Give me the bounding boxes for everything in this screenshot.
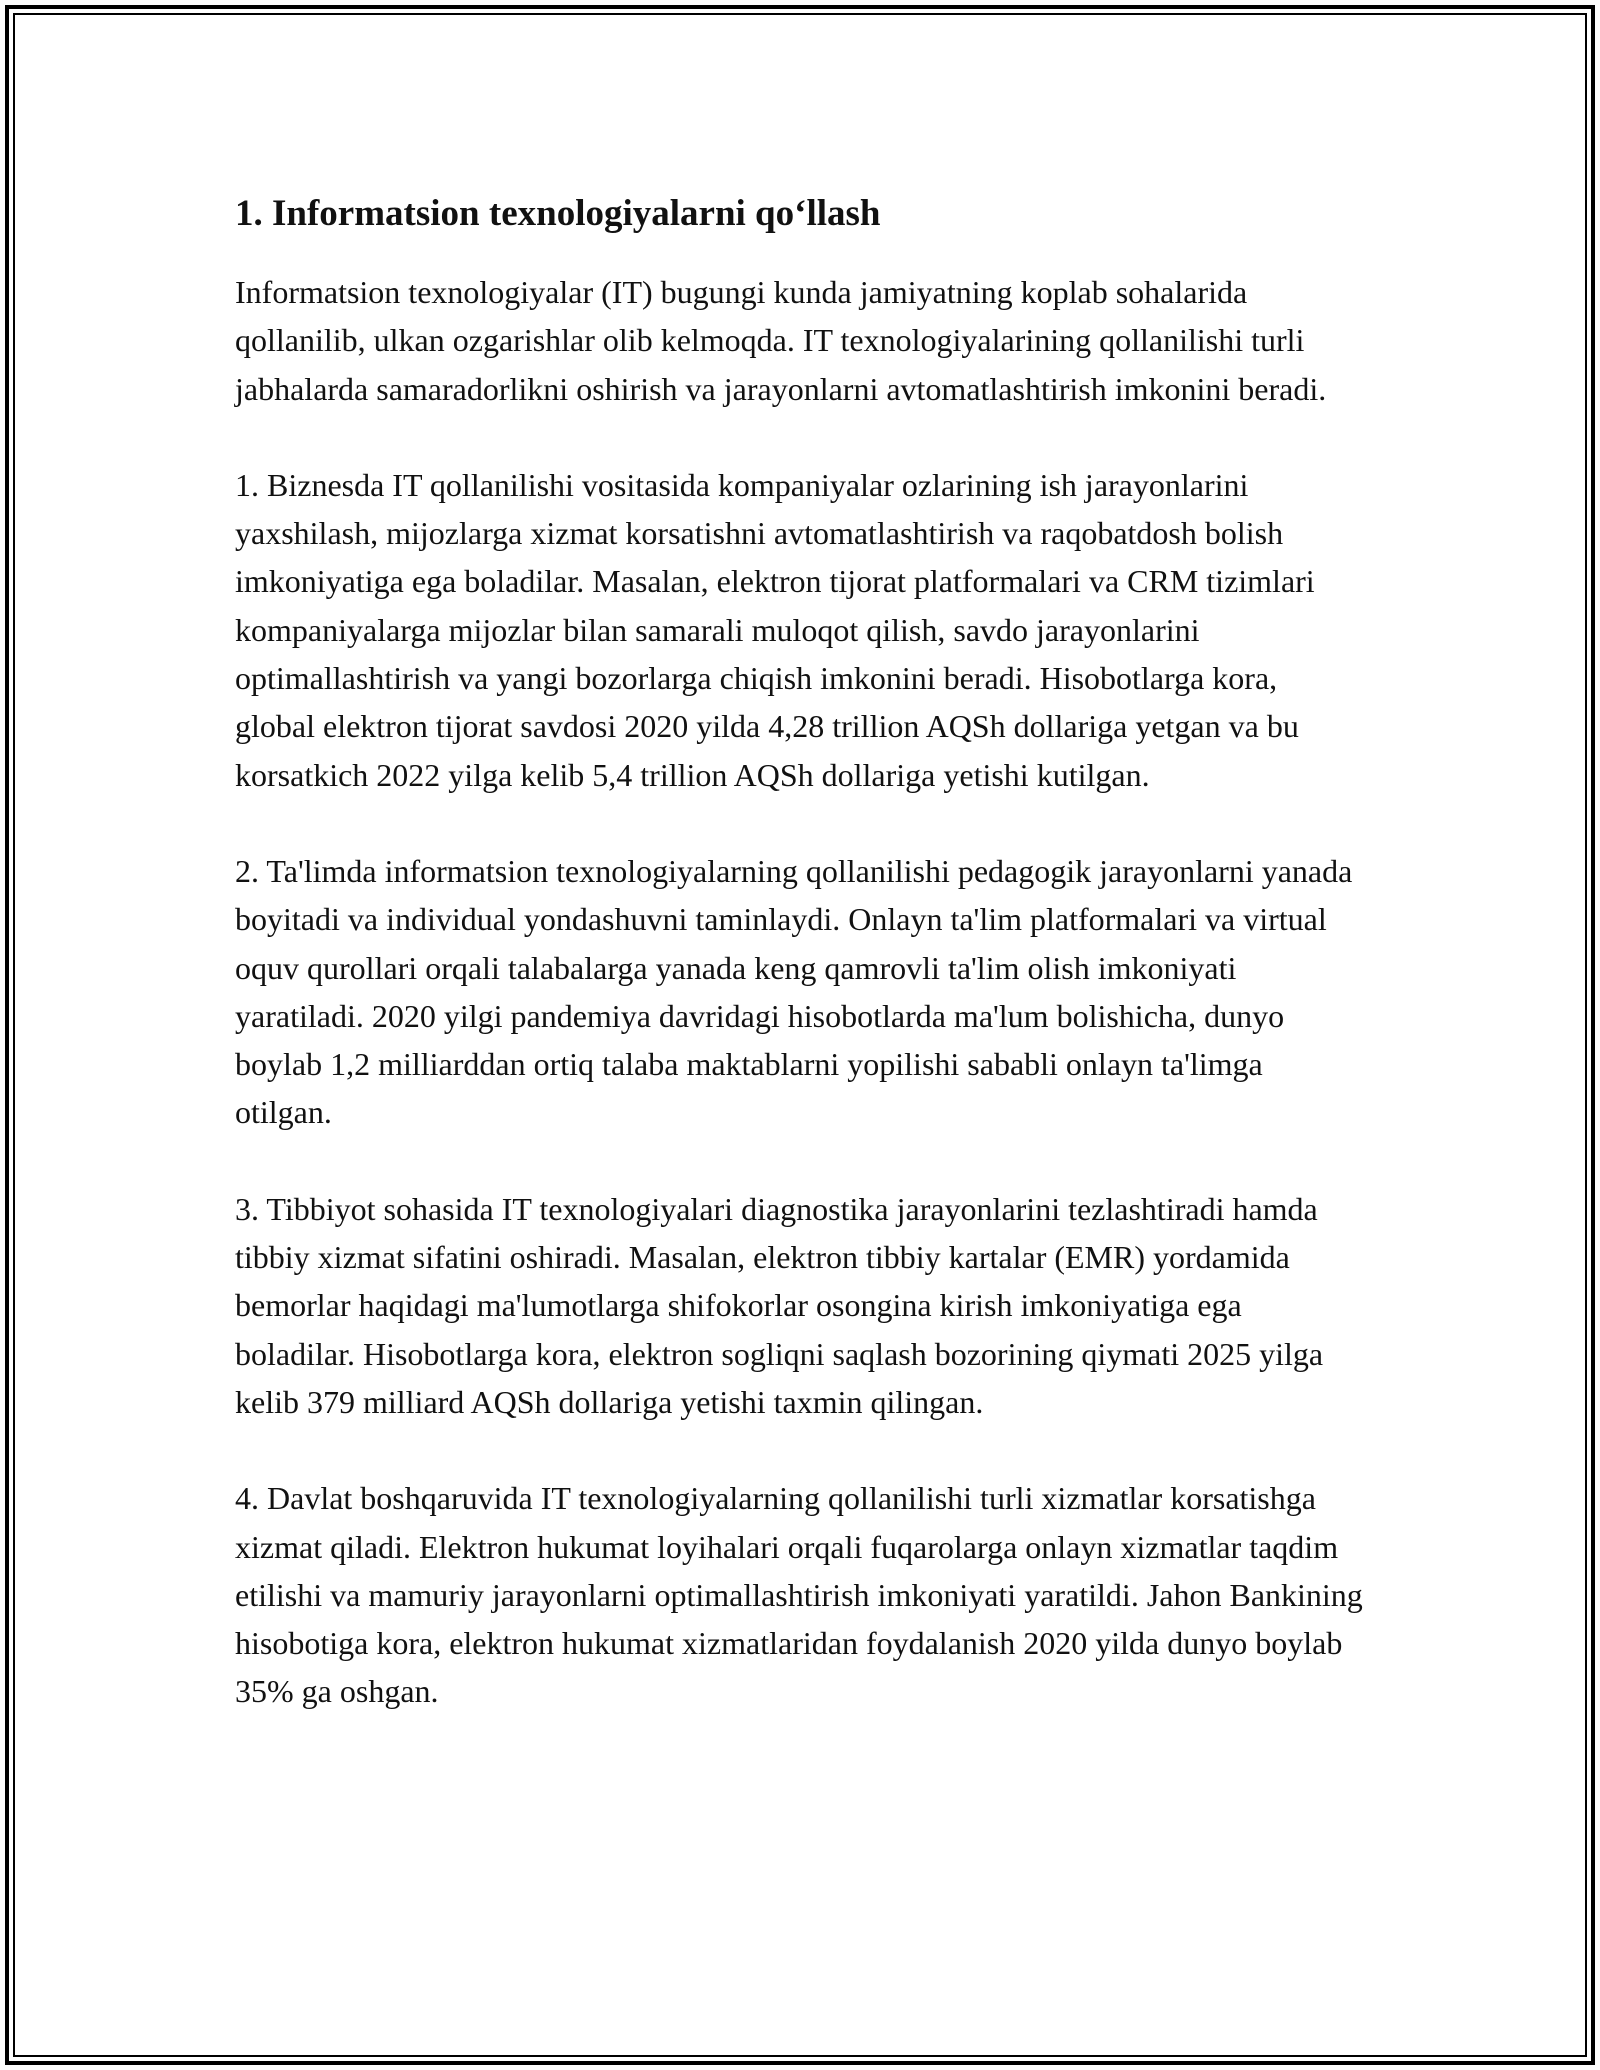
government-paragraph: 4. Davlat boshqaruvida IT texnologiyalarning qollanilishi turli xizmatlar korsatishga xizmat qiladi. Elektron hukumat loyihalari orqali fuqarolarga onlayn xizmatlar taqdim etilishi va mamuriy jarayonlarni optimallashtirish imkoniyati yaratildi. Jahon Bankining hisobotiga kora, elektron hukumat xizmatlaridan foydalanish 2020 yilda dunyo boylab 35% ga oshgan. — [235, 1480, 1363, 1710]
document-body — [235, 184, 1365, 1764]
business-paragraph: 1. Biznesda IT qollanilishi vositasida kompaniyalar ozlarining ish jarayonlarini yaxshilash, mijozlarga xizmat korsatishni avtomatlashtirish va raqobatdosh bolish imkoniyatiga ega boladilar. Masalan, elektron tijorat platformalari va CRM tizimlari kompaniyalarga mijozlar bilan samarali muloqot qilish, savdo jarayonlarini optimallashtirish va yangi bozorlarga chiqish imkonini beradi. Hisobotlarga kora, global elektron tijorat savdosi 2020 yilda 4,28 trillion AQSh dollariga yetgan va bu korsatkich 2022 yilga kelib 5,4 trillion AQSh dollariga yetishi kutilgan. — [235, 466, 1315, 793]
education-paragraph: 2. Ta'limda informatsion texnologiyalarning qollanilishi pedagogik jarayonlarni yanada boyitadi va individual yondashuvni taminlaydi. Onlayn ta'lim platformalari va virtual oquv qurollari orqali talabalarga yanada keng qamrovli ta'lim olish imkoniyati yaratiladi. 2020 yilgi pandemiya davridagi hisobotlarda ma'lum bolishicha, dunyo boylab 1,2 milliarddan ortiq talaba maktablarni yopilishi sababli onlayn ta'limga otilgan. — [235, 852, 1353, 1131]
section-heading: 1. Informatsion texnologiyalarni qo‘llash — [235, 193, 881, 234]
intro-paragraph: Informatsion texnologiyalar (IT) bugungi kunda jamiyatning koplab sohalarida qollanilib, ulkan ozgarishlar olib kelmoqda. IT texnologiyalarining qollanilishi turli jabhalarda samaradorlikni oshirish va jarayonlarni avtomatlashtirish imkonini beradi. — [235, 274, 1327, 407]
medicine-paragraph: 3. Tibbiyot sohasida IT texnologiyalari diagnostika jarayonlarini tezlashtiradi hamda tibbiy xizmat sifatini oshiradi. Masalan, elektron tibbiy kartalar (EMR) yordamida bemorlar haqidagi ma'lumotlarga shifokorlar osongina kirish imkoniyatiga ega boladilar. Hisobotlarga kora, elektron sogliqni saqlash bozorining qiymati 2025 yilga kelib 379 milliard AQSh dollariga yetishi taxmin qilingan. — [235, 1190, 1324, 1420]
